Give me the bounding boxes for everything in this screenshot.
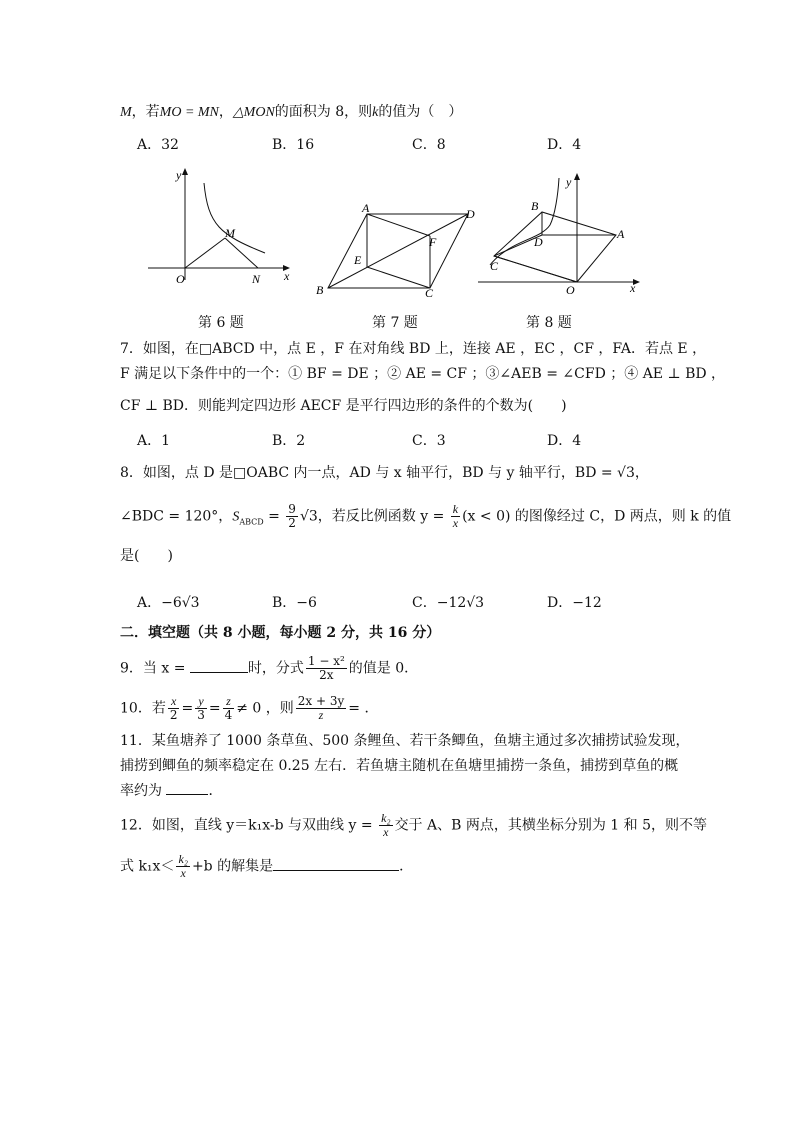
q8-option-c: C．−12√3	[412, 595, 485, 611]
q7-option-b: B．2	[272, 433, 306, 449]
fig6-x-label: x	[284, 269, 290, 283]
q8-option-d: D．−12	[547, 595, 602, 611]
q11-line3: 率约为 ．	[120, 783, 223, 799]
q8-option-b: B．−6	[272, 595, 317, 611]
q6-option-c: C．8	[412, 137, 446, 153]
fig8-caption: 第 8 题	[526, 315, 572, 331]
q12-line2: 式 k₁x＜ $\frac{\text{k₂}}{x}$ +b 的解集是 ．	[120, 852, 414, 880]
q8-line1: 8．如图，点 D 是□OABC 内一点，AD 与 x 轴平行，BD 与 y 轴平行，BD = √3，	[120, 465, 649, 481]
q7-line1: 7．如图，在□ABCD 中，点 E ，F 在对角线 BD 上，连接 AE ，EC ，CF ，FA．若点 E ，	[120, 341, 707, 357]
fig7-c-label: C	[425, 286, 434, 300]
fig6-y-label: y	[176, 168, 182, 182]
q7-line3: CF ⊥ BD．则能判定四边形 AECF 是平行四边形的条件的个数为( )	[120, 398, 567, 414]
fig8-x-label: x	[630, 281, 636, 295]
fig6-o-label: O	[176, 272, 185, 286]
figure-6	[140, 165, 300, 290]
fig8-a-label: A	[617, 227, 625, 241]
q9-line: 9．当 x = 时，分式 $\frac{\text{1 − x²}}{2x}$ 的值是 0．	[120, 654, 419, 682]
fig8-b-label: B	[531, 199, 539, 213]
fig8-y-label: y	[566, 175, 572, 189]
q7-option-d: D．4	[547, 433, 582, 449]
fig7-f-label: F	[429, 235, 437, 249]
q6-stem: M，若MO = MN，△MON的面积为 8，则k的值为（ ）	[120, 104, 463, 120]
fig7-d-label: D	[466, 207, 475, 221]
section2-title: 二．填空题（共 8 小题，每小题 2 分，共 16 分）	[120, 625, 441, 641]
q7-option-a: A．1	[137, 433, 171, 449]
fig6-n-label: N	[252, 272, 261, 286]
figure-8	[470, 170, 645, 300]
q8-line2: ∠BDC = 120°，$S_{ABCD}$ = $\frac{9}{2}$ √3，若反比例函数 y = $\frac{k}{x}$ (x < 0) 的图像经过 C，D 两点，则 k 的值	[120, 502, 732, 530]
q12-line1: 12．如图，直线 y＝k₁x-b 与双曲线 y = $\frac{\text{k₂}}{x}$ 交于 A、B 两点，其横坐标分别为 1 和 5，则不等	[120, 811, 708, 839]
fig8-c-label: C	[490, 259, 499, 273]
fig7-e-label: E	[354, 253, 362, 267]
q11-line2: 捕捞到鲫鱼的频率稳定在 0.25 左右．若鱼塘主随机在鱼塘里捕捞一条鱼，捕捞到草鱼的概	[120, 758, 679, 774]
fig6-caption: 第 6 题	[198, 315, 244, 331]
fig8-d-label: D	[534, 235, 543, 249]
fig7-caption: 第 7 题	[372, 315, 418, 331]
q7-line2: F 满足以下条件中的一个：① BF = DE ；② AE = CF ；③∠AEB = ∠CFD ；④ AE ⊥ BD ，	[120, 366, 726, 382]
fig8-o-label: O	[566, 283, 575, 297]
fig6-m-label: M	[225, 226, 235, 240]
q6-option-d: D．4	[547, 137, 582, 153]
figure-7	[310, 200, 490, 300]
q7-option-c: C．3	[412, 433, 446, 449]
fig7-a-label: A	[362, 201, 370, 215]
q8-option-a: A．−6√3	[137, 595, 200, 611]
q11-line1: 11．某鱼塘养了 1000 条草鱼、500 条鲤鱼、若干条鲫鱼，鱼塘主通过多次捕捞试验发现，	[120, 733, 690, 749]
q6-option-b: B．16	[272, 137, 315, 153]
q6-option-a: A．32	[137, 137, 179, 153]
q10-line: 10．若 $\frac{x}{2}$ = $\frac{y}{3}$ = $\frac{z}{4}$ ≠ 0 ，则 $\frac{2x + 3y}{z}$ = ．	[120, 694, 379, 722]
q8-line3: 是( )	[120, 548, 173, 564]
fig7-b-label: B	[316, 283, 324, 297]
